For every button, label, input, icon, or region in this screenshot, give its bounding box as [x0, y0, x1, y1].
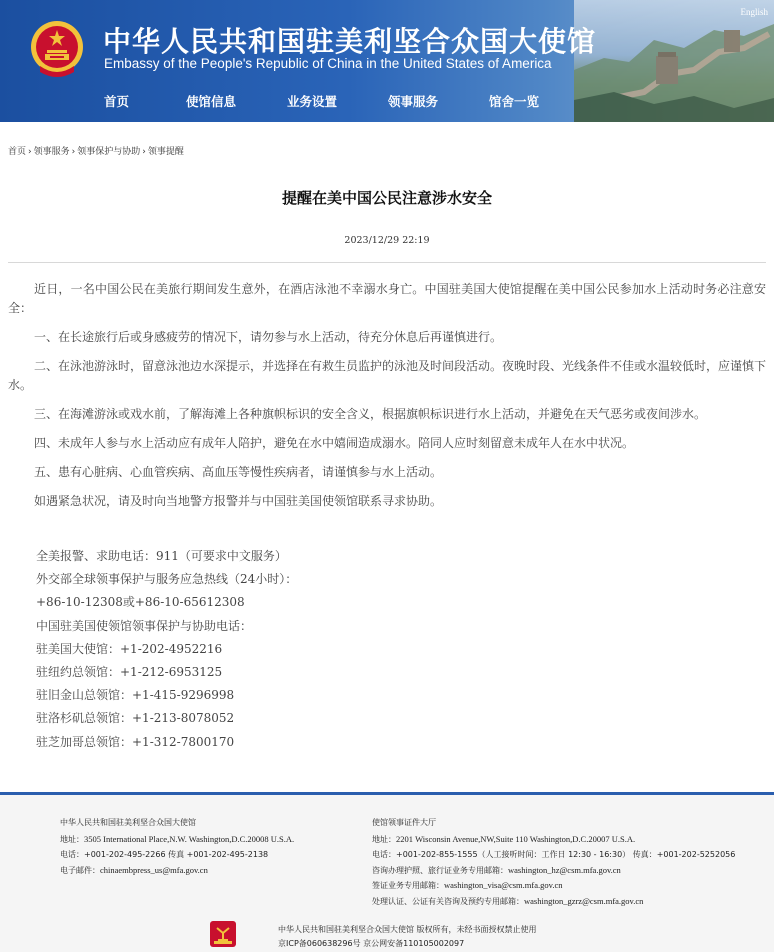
- nav-item-embassy-info[interactable]: 使馆信息: [186, 94, 237, 109]
- main-nav: [0, 88, 774, 114]
- nav-item-home[interactable]: 首页: [104, 94, 130, 109]
- contact-line: +86-10-12308或+86-10-65612308: [36, 595, 245, 610]
- contact-line: 全美报警、求助电话：911（可要求中文服务）: [36, 549, 287, 563]
- article-divider: [8, 262, 766, 263]
- breadcrumb-home[interactable]: 首页: [8, 147, 27, 157]
- article-paragraph: 如遇紧急状况，请及时向当地警方报警并与中国驻美国使领馆联系寻求协助。: [34, 494, 443, 508]
- party-emblem-icon[interactable]: [210, 921, 236, 947]
- footer-embassy-address: 地址：3505 International Place,N.W. Washington,D.C.20008 U.S.A.: [60, 833, 295, 844]
- copyright-text: 中华人民共和国驻美利坚合众国大使馆 版权所有，未经书面授权禁止使用: [278, 925, 537, 934]
- footer-visa-email: 签证业务专用邮箱：washington_visa@csm.mfa.gov.cn: [372, 880, 563, 891]
- article-body: [8, 280, 766, 527]
- footer-passport-email-link[interactable]: washington_hz@csm.mfa.gov.cn: [508, 864, 621, 875]
- contact-line: 驻纽约总领馆：+1-212-6953125: [36, 664, 223, 679]
- site-footer: [0, 792, 774, 952]
- footer-notary-email: 处理认证、公证有关咨询及预约专用邮箱：washington_gzrz@csm.mfa.gov.cn: [372, 895, 644, 906]
- footer-visa-email-link[interactable]: washington_visa@csm.mfa.gov.cn: [444, 880, 563, 891]
- nav-item-departments[interactable]: 业务设置: [287, 94, 338, 109]
- breadcrumb: [8, 144, 184, 157]
- national-emblem-icon: [30, 20, 84, 78]
- article-title: 提醒在美中国公民注意涉水安全: [281, 189, 492, 207]
- footer-embassy-phone: 电话：+001-202-495-2266 传真 +001-202-495-2138: [60, 850, 269, 860]
- footer-consular-phone: 电话：+001-202-855-1555（人工接听时间：工作日 12:30 - 16:30） 传真：+001-202-5252056: [372, 850, 736, 860]
- article-paragraph: 五、患有心脏病、心血管疾病、高血压等慢性疾病者，请谨慎参与水上活动。: [34, 465, 443, 479]
- article-paragraph: 四、未成年人参与水上活动应有成年人陪护，避免在水中嬉闹造成溺水。陪同人应时刻留意未成年人在水中状况。: [34, 436, 635, 450]
- article-paragraph: 二、在泳池游泳时，留意泳池边水深提示，并选择在有救生员监护的泳池及时间段活动。夜晚时段、光线条件不佳或水温较低时，应谨慎下水。: [8, 359, 767, 392]
- contact-line: 驻洛杉矶总领馆：+1-213-8078052: [36, 711, 235, 726]
- contact-line: 驻芝加哥总领馆：+1-312-7800170: [36, 734, 235, 749]
- english-link[interactable]: English: [740, 7, 768, 17]
- icp-record[interactable]: 京ICP备060638296号 京公网安备110105002097: [278, 939, 465, 948]
- breadcrumb-separator: ›: [71, 147, 76, 157]
- site-title-english: Embassy of the People's Republic of China in the United States of America: [104, 56, 552, 71]
- nav-item-consular-services[interactable]: 领事服务: [388, 94, 439, 109]
- breadcrumb-consular-protection[interactable]: 领事保护与协助: [77, 147, 141, 157]
- footer-consular-hall-info: [372, 815, 735, 910]
- footer-email-link[interactable]: chinaembpress_us@mfa.gov.cn: [100, 864, 208, 875]
- contact-line: 中国驻美国使领馆领事保护与协助电话：: [36, 618, 253, 633]
- contact-line: 外交部全球领事保护与服务应急热线（24小时）：: [36, 572, 298, 587]
- article-paragraph: 三、在海滩游泳或戏水前，了解海滩上各种旗帜标识的安全含义，根据旗帜标识进行水上活动，并避免在天气恶劣或夜间涉水。: [34, 407, 707, 421]
- footer-embassy-info: [60, 815, 294, 878]
- breadcrumb-separator: ›: [142, 147, 146, 157]
- footer-consular-hall-name: 使馆领事证件大厅: [372, 818, 436, 827]
- breadcrumb-consular-services[interactable]: 领事服务: [33, 147, 70, 157]
- footer-copyright: [278, 923, 537, 951]
- footer-embassy-email: 电子邮件：chinaembpress_us@mfa.gov.cn: [60, 864, 208, 875]
- nav-item-premises[interactable]: 馆舍一览: [489, 94, 540, 109]
- article-date: 2023/12/29 22:19: [344, 235, 430, 246]
- emergency-contacts: [36, 545, 736, 754]
- contact-line: 驻旧金山总领馆：+1-415-9296998: [36, 688, 235, 703]
- article-paragraph: 近日，一名中国公民在美旅行期间发生意外，在酒店泳池不幸溺水身亡。中国驻美国大使馆提醒在美中国公民参加水上活动时务必注意安全：: [8, 282, 766, 315]
- contact-line: 驻美国大使馆：+1-202-4952216: [36, 641, 223, 656]
- article-paragraph: 一、在长途旅行后或身感疲劳的情况下，请勿参与水上活动，待充分休息后再谨慎进行。: [34, 330, 503, 344]
- footer-passport-email: 咨询办理护照、旅行证业务专用邮箱：washington_hz@csm.mfa.gov.cn: [372, 864, 621, 875]
- site-header: [0, 0, 774, 122]
- breadcrumb-separator: ›: [28, 147, 32, 157]
- site-title-chinese: 中华人民共和国驻美利坚合众国大使馆: [103, 25, 597, 58]
- footer-notary-email-link[interactable]: washington_gzrz@csm.mfa.gov.cn: [524, 895, 644, 906]
- breadcrumb-consular-reminders[interactable]: 领事提醒: [147, 147, 184, 157]
- footer-consular-address: 地址：2201 Wisconsin Avenue,NW,Suite 110 Washington,D.C.20007 U.S.A.: [372, 833, 636, 844]
- footer-embassy-name: 中华人民共和国驻美利坚合众国大使馆: [60, 818, 196, 827]
